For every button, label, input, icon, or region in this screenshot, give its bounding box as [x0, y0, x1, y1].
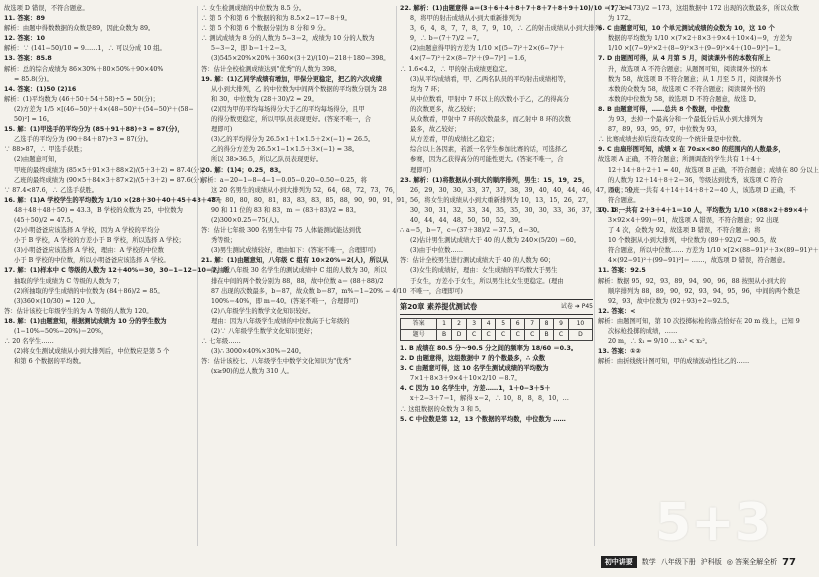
answer-cell: C	[496, 329, 511, 340]
text-line: (2)将女生测试成绩从小到大排列后，中位数应是第 5 个	[14, 348, 170, 356]
text-line: 2. D 由题意得，这组数据中 7 的个数最多，∴ 众数	[400, 355, 546, 363]
text-line: 3，6，4，8，7，7，8，7，9，10，∴ 乙的射击成绩从小到大排列	[410, 25, 601, 33]
answer-cell: 8	[539, 318, 553, 329]
column-divider	[197, 6, 198, 546]
text-line: ∴ 1.6<4.2，∴ 甲的射击成绩更稳定。	[400, 65, 512, 73]
answer-cell: D	[568, 329, 592, 340]
text-line: 7. D 由题图可得，从 4 月第 5 月，阅读课外书的本数有所上	[598, 55, 771, 63]
text-line: 和 30，中位数为 (28＋30)/2 = 29。	[211, 95, 318, 103]
text-line: 甲班的最终成绩为 (85×5＋91×3＋88×2)/(5＋3＋2) = 87.4(分)，	[14, 166, 209, 174]
text-line: (2)小明爸爸应该选择 A 学校，因为 A 学校的平均分	[14, 227, 160, 235]
section-page-ref: 试卷 ➜ P45	[560, 302, 593, 310]
answer-cell: B	[539, 329, 553, 340]
text-line: (3)545×20%×20%＋360×(3＋2)/(10)＝218＋180＝398。	[211, 55, 390, 63]
footer-edition: 沪科版	[700, 558, 722, 566]
text-line: ∴ 第 5 个和第 6 个数据分别为 8 分和 9 分。	[201, 25, 330, 33]
answer-cell: 6	[510, 318, 525, 329]
text-line: (3)女生的成绩好，理由：女生成绩的平均数大于男生	[410, 267, 558, 275]
text-line: (45＋50)/2 = 47.5。	[14, 216, 77, 224]
answer-cell: C	[525, 329, 540, 340]
text-line: (2)300×0.25＝75(人)。	[211, 216, 284, 224]
answer-cell: 7	[525, 318, 540, 329]
footer-brand: 初中讲要	[601, 556, 637, 568]
text-line: 升，故选项 A 不符合题意；从题图可知，阅读课外书的本	[608, 65, 768, 73]
answer-cell: 10	[568, 318, 592, 329]
text-line: ∴ 这组数据的众数为 3 和 5。	[400, 405, 486, 413]
text-line: 100%＝40%，即 m＝40。(答案不唯一，合理即可)	[211, 297, 359, 305]
text-line: 87，89，93，95，97，中位数为 93，	[608, 126, 722, 134]
text-line: ∴ 七年级……	[201, 338, 241, 346]
footer-subject: 数学	[641, 558, 656, 566]
text-line: (3)从平均成绩看，甲、乙两名队员的平均射击成绩相等，	[410, 75, 571, 83]
text-line: 21. 解：(1)由题意知，八年级 C 组有 10×20%＝2(人)，所以从	[201, 257, 389, 265]
answer-cell: 题号	[401, 329, 437, 340]
text-line: x＋2−3＋7＝1，解得 x＝2，∴ 10，8，8，8，10，…	[410, 395, 569, 403]
text-line: 20. 解：(1)4；0.25，83。	[201, 166, 285, 174]
text-line: 的人数为 12＋14＋8＋2＝36，等级达到优秀，该选项 C 符合	[608, 176, 784, 184]
text-line: 本数的中位数为 58，故选项 D 不符合题意，故选 D。	[608, 95, 761, 103]
text-line: ∵ 88>87，∴ 甲选手获胜；	[4, 146, 86, 154]
text-line: 符合题意，所以中位数…… 方差为 1/10 ×[2×(88−91)²＋3×(89−91)²＋	[608, 247, 819, 255]
text-line: (3)男生测试成绩较好，理由如下：(答案不唯一，合理即可)	[211, 247, 376, 255]
text-line: 数据的平均数为 1/10 ×(7×2＋8×3＋9×4＋10×4)＝9，方差为	[608, 35, 792, 43]
column-4	[598, 4, 819, 367]
text-line: 符合题意。	[608, 196, 640, 204]
text-line: 5. C 中位数是第 12，13 个数据的平均数，中位数为 ……	[400, 415, 566, 423]
text-line: 答：估计该校七、八年级学生中数学文化知识为"优秀"	[201, 358, 352, 366]
text-line: 23. 解析：(1)将数据从小到大的顺序排列，男生：15，19，25，	[400, 176, 589, 184]
text-line: 4×(92−91)²＋(99−91)²]＝ ……，故选项 D 错误，符合题意。	[608, 257, 790, 265]
text-line: 1/10 ×[(7−9)²×2＋(8−9)²×3＋(9−9)²×4＋(10−9)²]＝1。	[608, 45, 785, 53]
text-line: ∴ 比赛成绩去掉后没有改变的一个统计量是中位数。	[598, 136, 745, 144]
text-line: 90 和 11 位的 83 和 83，m ＝ (83＋83)/2 = 83。	[211, 206, 360, 214]
text-line: 综合以上各因素，若派一名学生参加比赛的话，可选择乙	[410, 146, 568, 154]
text-line: (2)因为甲的平均每场得分大于乙的平均每场得分，且甲	[211, 105, 365, 113]
text-line: 秀等级；	[211, 237, 237, 245]
answer-cell: 5	[496, 318, 511, 329]
text-line: 为 93，去掉一个最高分和一个最低分后从小到大排列为	[608, 116, 763, 124]
text-line: 9，∴ b＝(7＋7)/2 ＝7。	[410, 35, 483, 43]
text-line: 6. C 由题意可知，10 个单元测试成绩的众数为 10，这 10 个	[598, 25, 775, 33]
text-line: ∴ 女生检测成绩的中位数为 8.5 分。	[201, 5, 306, 12]
text-line: 所以 38>36.5，所以乙队员表现更好。	[211, 156, 323, 164]
text-line: (2)由题意可知，	[14, 156, 61, 164]
text-line: 19. 解：(1)乙同学成绩有增加，甲保分更稳定，把乙的六次成绩	[201, 75, 382, 83]
answer-cell: B	[437, 329, 451, 340]
text-line: 理即可)	[211, 126, 233, 134]
text-line: (2)估计男生测试成绩大于 40 的人数为 240×(5/20) ＝60。	[410, 237, 581, 245]
answer-cell: D	[451, 329, 467, 340]
text-line: 1. B 成绩在 80.5 分～90.5 分之间的频率为 18/60 ＝0.3。	[400, 345, 578, 352]
text-line: 16. 解：(1)A 学校学生的平均数为 1/10 ×(28＋30＋40＋45＋48＋48＋	[4, 196, 223, 204]
text-line: 解析：由题图可知，第 10 次投掷标枪的落点恰好在 20 m 线上，已知 9	[598, 317, 800, 325]
answer-cell: 答案	[401, 318, 437, 329]
text-line: 5−3＝2，即 b＝1＋2＝3。	[211, 45, 291, 53]
text-line: 答：估计该校七年级学生的为 A 等级的人数为 120。	[4, 307, 153, 315]
answer-cell: C	[510, 329, 525, 340]
text-line: 小于 B 学校的中位数，所以小明爸爸应该选择 A 学校。	[14, 257, 170, 265]
text-line: 4×(7−7)²＋2×(8−7)²＋(9−7)²] ＝1.6，	[410, 55, 531, 63]
text-line: 不唯一，合理即可)	[410, 287, 463, 295]
answer-cell: 2	[451, 318, 467, 329]
text-line: 解析：总的综合成绩为 86×30%＋80×50%＋90×40%	[4, 65, 164, 73]
text-line: 能抽取八年级 30 名学生的测试成绩中 C 组的人数为 30，所以	[211, 267, 387, 275]
text-line: 最多，故乙较好；	[410, 126, 461, 134]
text-line: 12. 答案：10	[4, 35, 46, 43]
text-line: 答：估计全校检测成绩达到"优秀"的人数为 398。	[201, 65, 341, 73]
watermark-logo: 5+3	[655, 493, 771, 553]
text-line: 排在中间的两个数分别为 88，88，故中位数 a＝ (88＋88)/2	[211, 277, 384, 285]
text-line: 数为 58，故选项 B 不符合题意；从 1 月至 5 月，阅读课外书	[608, 75, 782, 83]
text-line: (1−10%−50%−20%)＝20%，	[14, 328, 108, 335]
text-line: 13. 答案：①②	[598, 348, 641, 356]
answer-cell: C	[481, 329, 496, 340]
text-line: 答：估计全校男生进行测试成绩大于 40 的人数为 60；	[400, 257, 555, 265]
answer-cell: 1	[437, 318, 451, 329]
text-line: 50)²] = 16。	[14, 116, 54, 124]
column-divider	[594, 6, 595, 546]
text-line: (x≥90)的总人数为 310 人。	[211, 368, 293, 376]
text-line: 从方差看，甲的成绩比乙稳定；	[410, 136, 499, 144]
text-line: 均为 7 环；	[410, 85, 444, 93]
text-line: 40，44，44，48，50，50，52，39。	[410, 216, 525, 224]
text-line: 答：估计七年级 300 名男生中有 75 人体能测试能达到优	[201, 227, 362, 235]
text-line: 理由：因为八年级学生成绩的中位数高于七年级的	[211, 317, 350, 325]
text-line: 87 出现的次数最多，b＝87，故众数 b＝87，m%＝1−20% − 4/10	[211, 287, 407, 295]
text-line: (2)∵ 八年级学生数学文化知识更好；	[211, 328, 317, 335]
text-line: 这 20 名男生的成绩从小到大排列为 52，64，68，72，73，76，	[211, 186, 400, 194]
text-line: 14. 答案：(1)50 (2)16	[4, 85, 77, 93]
text-line: 26，29，30，30，33，37，37，38，39，40，40，44，46，47，50，50，	[410, 186, 639, 194]
text-line: 解析：(1)平均数为 (46＋50＋54＋58)÷5 = 50(分)；	[4, 95, 159, 103]
text-line: 和第 6 个数据的平均数。	[14, 358, 85, 366]
text-line: 20 m，∴ x̄₁ = 9/10 … x₁² < x₂²。	[608, 338, 712, 346]
text-line: 77，80，80，80，81，83，83，83，85，88，90，90，91，91，	[211, 196, 412, 204]
text-line: 30，30，31，32，33，34，35，35，30，30，33，36，37，37，38，	[410, 206, 625, 214]
text-line: 10. D 一共有 2＋3＋4＋1＝10 人，平均数为 1/10 ×(88×2＋89×4＋	[598, 206, 809, 214]
text-line: 故选项 A 正确，不符合题意；所测调查的学生共有 1＋4＋	[598, 156, 762, 164]
text-line: 11. 答案：92.5	[598, 267, 646, 275]
page-footer	[560, 555, 796, 569]
text-line: 抽取的学生成绩为 C 等级的人数为 7；	[14, 277, 124, 285]
text-line: 理即可)	[410, 166, 432, 174]
text-line: 顺序排列为 88，89，90，92，93，94，95，96，中间的两个数是	[608, 287, 801, 295]
text-line: 解析：∵ (141−50)/10 = 9……1，∴ 可以分成 10 组。	[4, 45, 166, 53]
text-line: 的得分数更稳定，所以甲队员表现更好。(答案不唯一，合	[211, 116, 371, 124]
text-line: 17. 解：(1)样本中 C 等级的人数为 12＋40%＝30，30−1−12−10＝7，所	[4, 267, 230, 275]
text-line: 3×92×4＋99)＝91，故选项 A 错误，不符合题意；92 出现	[608, 216, 779, 224]
text-line: 本数的众数为 58，故选项 C 不符合题意；阅读课外书的	[608, 85, 766, 93]
text-line: 于女生，方差小于女生，所以男生比女生更稳定。(理由	[410, 277, 564, 285]
text-line: (2)所抽取的学生成绩的中位数为 (84＋86)/2 = 85。	[14, 287, 164, 295]
text-line: (3)由于中位数……	[410, 247, 463, 255]
text-line: 56，将女生的成绩从小到大重新排列为 10，13，15，26，27，	[410, 196, 593, 204]
text-line: 9. C 由扇形图可知，成绩 x 在 70≤x<80 的范围内的人数最多，	[598, 146, 785, 154]
section-title: 第20章 素养提优测试卷	[400, 301, 478, 311]
text-line: (3)乙的平均得分为 26.5×1＋1×1.5＋2×(−1) = 26.5。	[211, 136, 375, 144]
text-line: (3)∴ 3000×40%×30%＝240。	[211, 348, 306, 356]
text-line: 解析：由折线统计图可知，甲的成绩波动性比乙的……	[598, 358, 750, 366]
text-line: 次标枪投掷的成绩，……	[608, 328, 678, 335]
text-line: 12. 答案：<	[598, 307, 636, 315]
text-line: (173＋173)/2 ＝173，这组数据中 172 出现的次数最多，所以众数	[608, 5, 800, 12]
answer-table	[400, 318, 593, 341]
text-line: 13. 答案：85.8	[4, 55, 52, 63]
text-line: = 85.8(分)。	[14, 75, 53, 83]
text-line: (2)方差为 1/5 ×[(46−50)²＋4×(48−50)²＋(54−50)²＋(58−	[14, 105, 194, 113]
page-number: 77	[782, 556, 796, 568]
footer-tag: ◎ 答案全解全析	[726, 558, 778, 566]
text-line: 乙班的最终成绩为 (90×5＋84×3＋87×2)/(5＋3＋2) = 87.6(分)，	[14, 176, 209, 184]
column-2	[201, 4, 412, 377]
text-line: 了 4 次，众数为 92，故选项 B 错误，不符合题意；将	[608, 227, 761, 235]
text-line: 解析：由题中得数数据的众数是89，因此众数为 89。	[4, 25, 155, 33]
text-line: 92，93，故中位数为 (92＋93)÷2＝92.5。	[608, 297, 734, 305]
text-line: 乙的得分方差为 26.5×1−1×1.5＋3×(−1) = 38。	[211, 146, 359, 154]
text-line: 22. 解析：(1)由题意得 a＝(3＋6＋4＋8＋7＋8＋7＋8＋9＋10)/10 ＝7，c＝	[400, 5, 632, 12]
text-line: (3)小明爸爸应该选择 A 学校，理由：A 学校的中位数	[14, 247, 164, 255]
text-line: (3)360×(10/30) = 120 人。	[14, 297, 100, 305]
text-line: 15. 解：(1)甲选手的平均分为 (85＋91＋88)÷3 = 87(分)，	[4, 126, 184, 134]
text-line: 故选项 D 错误，不符合题意。	[4, 5, 89, 12]
text-line: 解析：a＝20−1−8−4−1＝0.05−0.20−0.50＝0.25，将	[201, 176, 367, 184]
text-line: 18. 解：(1)由题意知，根据测试成绩为 10 分的学生数为	[4, 317, 167, 325]
text-line: 参赛，因为乙获得高分的可能性更大。(答案不唯一，合	[410, 156, 564, 164]
text-line: 小于 B 学校，A 学校的方差小于 B 学校，所以选择 A 学校；	[14, 237, 185, 245]
text-line: ∴ 测试成绩为 8 分的人数为 5−3＝2，成绩为 10 分的人数为	[201, 35, 375, 43]
text-line: 从中位数看，甲射中 7 环以上的次数小于乙，乙的得高分	[410, 95, 570, 103]
text-line: 为 172。	[608, 15, 635, 23]
text-line: 从众数看，甲射中 7 环的次数最多，而乙射中 8 环的次数	[410, 116, 571, 124]
answer-cell: 9	[554, 318, 569, 329]
text-line: 4. C 因为 10 名学生中，方差……1，1＋0−3＋5＋	[400, 385, 551, 393]
text-line: 3. C 由题意可得，这 10 名学生测试成绩的平均数为	[400, 365, 549, 373]
footer-grade: 八年级下册	[660, 558, 696, 566]
text-line: 7×1＋8×3＋9×4＋10×2/10 ＝8.7。	[410, 375, 521, 383]
text-line: 10 个数据从小到大排列，中位数为 (89＋92)/2 ＝90.5，故	[608, 237, 777, 245]
answer-cell: C	[554, 329, 569, 340]
section-header	[400, 299, 593, 315]
text-line: ∵ 87.4<87.6，∴ 乙选手获胜。	[4, 186, 98, 194]
column-divider	[396, 6, 397, 546]
text-line: 解析：数据 95，92，93，89，94，90，96，88 按照从小到大的	[598, 277, 786, 285]
text-line: 8. B 由题意可得，……总共 8 个数据，中位数	[598, 105, 730, 113]
text-line: 8，将甲的射击成绩从小到大重新排列为	[410, 15, 522, 23]
text-line: ∴ a＝5，b＝7，c＝(37＋38)/2 ＝37.5，d＝30。	[400, 227, 544, 235]
text-line: 从小到大排列，乙 的中位数为中间两个数据的平均数分别为 28	[211, 85, 387, 93]
text-line: ∴ 20 名学生……	[4, 338, 54, 346]
text-line: 12＋14＋8＋2＋1 = 40，故选项 B 正确，不符合题意；成绩在 80 分以上	[608, 166, 819, 174]
text-line: 题意；全班一共有 4＋14＋14＋8＋2＝40 人，该选项 D 正确，不	[608, 186, 796, 194]
text-line: 的次数更多，故乙较好；	[410, 105, 480, 113]
text-line: (2)八年级学生的数学文化知识较好。	[211, 307, 315, 315]
answer-cell: C	[467, 329, 482, 340]
answer-cell: 3	[467, 318, 482, 329]
text-line: 11. 答案：89	[4, 15, 46, 23]
text-line: (2)由题意得甲的方差为 1/10 ×[(5−7)²＋2×(6−7)²＋	[410, 45, 565, 53]
text-line: 48＋48＋48＋50) = 43.3，B 学校的众数为 25，中位数为	[14, 206, 183, 214]
answer-cell: 4	[481, 318, 496, 329]
text-line: 乙选手的平均分为 (90＋84＋87)÷3 = 87(分)。	[14, 136, 153, 144]
text-line: ∴ 第 5 个和第 6 个数据的和为 8.5×2＝17＝8＋9。	[201, 15, 351, 23]
